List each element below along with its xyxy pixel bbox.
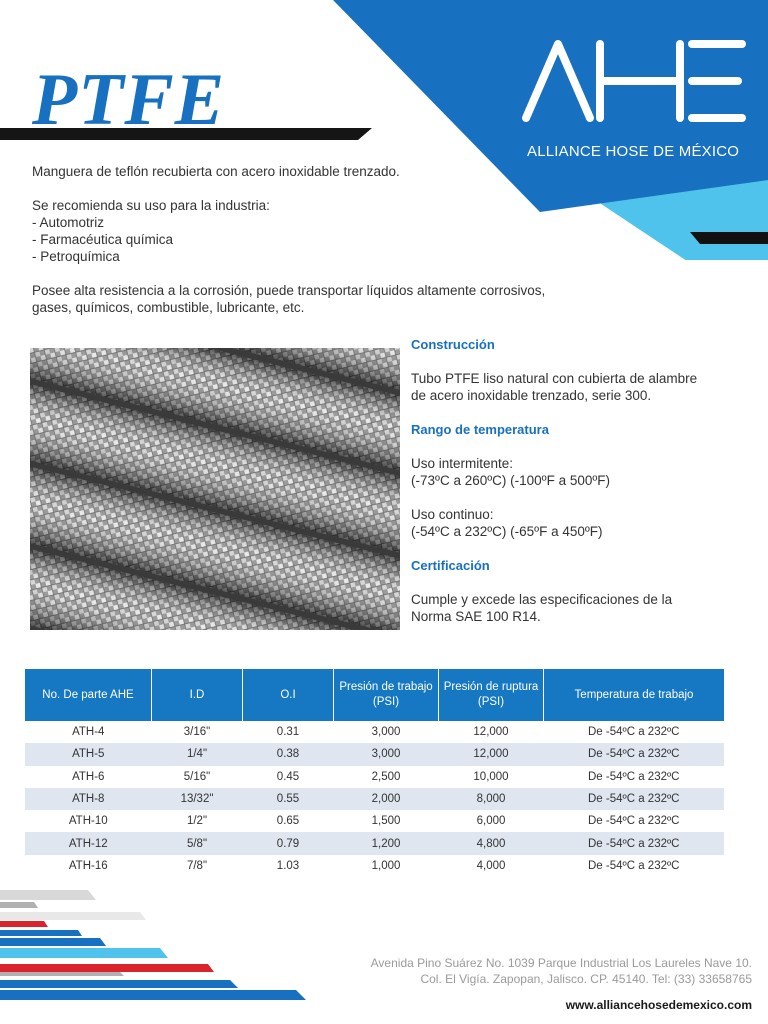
- address-line: Col. El Vigía. Zapopan, Jalisco. CP. 45140. Tel: (33) 33658765: [420, 972, 752, 986]
- table-cell: 0.38: [243, 743, 334, 765]
- continuous-value: (-54ºC a 232ºC) (-65ºF a 450ºF): [411, 524, 603, 539]
- table-cell: De -54ºC a 232ºC: [544, 743, 725, 765]
- table-row: [25, 766, 724, 788]
- intro-section: [32, 163, 552, 333]
- table-cell: 0.79: [243, 832, 334, 854]
- table-cell: ATH-5: [25, 743, 152, 765]
- column-header-oi: O.I: [243, 669, 334, 721]
- table-cell: 1.03: [276, 859, 300, 872]
- table-cell: 2,000: [334, 788, 439, 810]
- table-cell: 4,000: [476, 859, 506, 872]
- table-cell: ATH-10: [68, 815, 108, 828]
- table-cell: 5/16": [183, 770, 211, 783]
- table-header-row: [25, 669, 724, 721]
- table-cell: 3,000: [334, 743, 439, 765]
- table-cell: 1/2": [186, 815, 208, 828]
- temperature-heading: Rango de temperatura: [411, 422, 549, 437]
- table-cell: De -54ºC a 232ºC: [544, 788, 725, 810]
- table-cell: 3/16": [183, 726, 211, 739]
- table-cell: 8,000: [439, 788, 544, 810]
- table-row: [25, 788, 724, 810]
- table-cell: ATH-4: [72, 726, 105, 739]
- website-link[interactable]: www.alliancehosedemexico.com: [565, 998, 752, 1012]
- company-address: [371, 955, 752, 987]
- table-cell: 2,500: [371, 770, 401, 783]
- table-cell: De -54ºC a 232ºC: [587, 815, 680, 828]
- table-cell: ATH-6: [72, 770, 105, 783]
- table-cell: 10,000: [473, 770, 509, 783]
- table-cell: 3,000: [371, 726, 401, 739]
- brand-name: ALLIANCE HOSE DE MÉXICO: [527, 143, 740, 160]
- certification-text: Cumple y excede las especificaciones de la Norma SAE 100 R14.: [411, 592, 673, 624]
- industries-heading: Se recomienda su uso para la industria:: [32, 198, 270, 213]
- table-cell: ATH-16: [68, 859, 108, 872]
- certification-heading: Certificación: [411, 558, 490, 573]
- ahe-logo: [520, 38, 750, 133]
- table-cell: 12,000: [439, 743, 544, 765]
- table-cell: 1,500: [371, 815, 401, 828]
- column-header-burst-pressure: Presión de ruptura (PSI): [439, 669, 544, 721]
- table-cell: 6,000: [476, 815, 506, 828]
- resistance-text: Posee alta resistencia a la corrosión, puede transportar líquidos altamente corrosivos, gases, químicos, combustible, lubricante, etc.: [32, 283, 546, 315]
- table-cell: 0.45: [276, 770, 300, 783]
- footer-decorative-stripes: [0, 888, 340, 1008]
- table-cell: 0.65: [276, 815, 300, 828]
- table-row: [25, 810, 724, 832]
- intro-description: Manguera de teflón recubierta con acero inoxidable trenzado.: [32, 164, 400, 179]
- construction-text: Tubo PTFE liso natural con cubierta de alambre de acero inoxidable trenzado, serie 300.: [411, 371, 698, 403]
- continuous-label: Uso continuo:: [411, 507, 494, 522]
- address-line: Avenida Pino Suárez No. 1039 Parque Industrial Los Laureles Nave 10.: [370, 956, 752, 970]
- table-cell: 12,000: [473, 726, 509, 739]
- page-title: PTFE: [32, 59, 226, 141]
- table-cell: 7/8": [186, 859, 208, 872]
- table-cell: 5/8": [152, 832, 243, 854]
- table-cell: ATH-8: [25, 788, 152, 810]
- table-cell: 0.31: [276, 726, 300, 739]
- industry-item: - Automotriz: [32, 215, 105, 230]
- specs-section: [411, 336, 711, 642]
- column-header-working-temperature: Temperatura de trabajo: [544, 669, 725, 721]
- intermittent-label: Uso intermitente:: [411, 456, 514, 471]
- table-row: [25, 721, 724, 743]
- intermittent-value: (-73ºC a 260ºC) (-100ºF a 500ºF): [411, 473, 611, 488]
- table-cell: De -54ºC a 232ºC: [587, 859, 680, 872]
- table-cell: De -54ºC a 232ºC: [587, 770, 680, 783]
- table-cell: 1,000: [371, 859, 401, 872]
- column-header-part-number: No. De parte AHE: [25, 669, 152, 721]
- table-cell: 1,200: [334, 832, 439, 854]
- table-cell: De -54ºC a 232ºC: [544, 832, 725, 854]
- table-cell: 13/32": [152, 788, 243, 810]
- column-header-id: I.D: [152, 669, 243, 721]
- construction-heading: Construcción: [411, 337, 495, 352]
- braided-hose-photo: [30, 348, 400, 630]
- column-header-working-pressure: Presión de trabajo (PSI): [334, 669, 439, 721]
- table-cell: 0.55: [243, 788, 334, 810]
- table-cell: 1/4": [152, 743, 243, 765]
- table-row: [25, 832, 724, 854]
- ahe-logo-mark: [520, 38, 750, 128]
- specifications-table: [25, 669, 724, 877]
- table-cell: 4,800: [439, 832, 544, 854]
- industry-item: - Farmacéutica química: [32, 232, 174, 247]
- table-body: [25, 721, 724, 877]
- table-cell: ATH-12: [25, 832, 152, 854]
- table-cell: De -54ºC a 232ºC: [587, 726, 680, 739]
- industries-list: [32, 214, 552, 265]
- table-row: [25, 743, 724, 765]
- table-row: [25, 855, 724, 877]
- industry-item: - Petroquímica: [32, 249, 120, 264]
